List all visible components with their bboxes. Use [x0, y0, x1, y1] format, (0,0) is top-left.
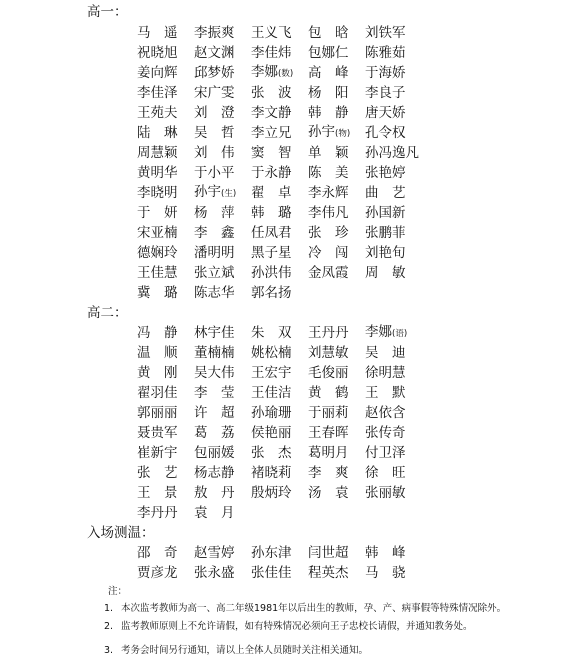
person-name: 李佳泽: [137, 85, 178, 101]
person-name: 任凤君: [251, 225, 292, 241]
person-name: 张立斌: [194, 265, 235, 281]
person-name: 侯艳丽: [251, 425, 292, 441]
name-row: [137, 563, 422, 583]
person-name: 周慧颖: [137, 145, 178, 161]
person-name: 李良子: [365, 85, 406, 101]
name-row: [137, 323, 422, 343]
person-name: 董楠楠: [194, 345, 235, 361]
person-name: 孔令权: [365, 125, 406, 141]
person-name: 朱 双: [251, 325, 292, 341]
person-name: 姚松楠: [251, 345, 292, 361]
person-name: 邱梦娇: [194, 65, 235, 81]
person-name: 孙东津: [251, 545, 292, 561]
person-name: 殷炳玲: [251, 485, 292, 501]
person-name: 李 爽: [308, 465, 349, 481]
person-name: 黄明华: [137, 165, 178, 181]
name-row: [137, 383, 422, 403]
person-name: 黑子星: [251, 245, 292, 261]
person-name: 周 敏: [365, 265, 406, 281]
person-name: 邵 奇: [137, 545, 178, 561]
person-name: 李伟凡: [308, 205, 349, 221]
person-name: 韩 峰: [365, 545, 406, 561]
person-name: 张鹏菲: [365, 225, 406, 241]
person-name: 翟 卓: [251, 185, 292, 201]
person-name: 于海娇: [365, 65, 406, 81]
person-name: 刘 伟: [194, 145, 235, 161]
person-name: 张永盛: [194, 565, 235, 581]
person-name: 袁 月: [194, 505, 235, 521]
person-name: 王 景: [137, 485, 178, 501]
person-name: 张艳婷: [365, 165, 406, 181]
person-name: 冷 闯: [308, 245, 349, 261]
person-name: 孙冯逸凡: [365, 145, 419, 161]
name-row: [137, 283, 422, 303]
person-name: 潘明明: [194, 245, 235, 261]
person-name: 李文静: [251, 105, 292, 121]
person-name: 黄 鹤: [308, 385, 349, 401]
person-name: 郭名扬: [251, 285, 292, 301]
person-name: 刘艳旬: [365, 245, 406, 261]
person-name: 陈雅茹: [365, 45, 406, 61]
person-name: 敖 丹: [194, 485, 235, 501]
person-name: 李 鑫: [194, 225, 235, 241]
person-name: 马 遥: [137, 25, 178, 41]
person-name: 郭丽丽: [137, 405, 178, 421]
person-name: 毛俊丽: [308, 365, 349, 381]
name-row: [137, 123, 422, 143]
person-name: 吴大伟: [194, 365, 235, 381]
person-name: 李振爽: [194, 25, 235, 41]
name-row: [137, 483, 422, 503]
person-name: 赵雪婷: [194, 545, 235, 561]
person-name: 韩 静: [308, 105, 349, 121]
temperature-check-names: [137, 543, 422, 583]
person-name: 褚晓莉: [251, 465, 292, 481]
person-name: 李 莹: [194, 385, 235, 401]
grade-two-names: [137, 323, 422, 523]
person-name: 王丹丹: [308, 325, 349, 341]
name-row: [137, 423, 422, 443]
person-name: 孙宇(生): [194, 184, 237, 200]
person-name: 聂贵军: [137, 425, 178, 441]
person-name: 单 颖: [308, 145, 349, 161]
person-name: 李立兄: [251, 125, 292, 141]
person-name: 王苑夫: [137, 105, 178, 121]
person-name: 刘 澄: [194, 105, 235, 121]
person-name: 孙国新: [365, 205, 406, 221]
person-name: 唐天娇: [365, 105, 406, 121]
person-name: 于小平: [194, 165, 235, 181]
name-row: [137, 63, 422, 83]
subject-marker: (生): [221, 189, 237, 199]
person-name: 张佳佳: [251, 565, 292, 581]
person-name: 杨志静: [194, 465, 235, 481]
person-name: 汤 袁: [308, 485, 349, 501]
name-row: [137, 463, 422, 483]
name-row: [137, 243, 422, 263]
person-name: 冀 璐: [137, 285, 178, 301]
person-name: 闫世超: [308, 545, 349, 561]
person-name: 贾彦龙: [137, 565, 178, 581]
person-name: 王佳慧: [137, 265, 178, 281]
name-row: [137, 343, 422, 363]
person-name: 祝晓旭: [137, 45, 178, 61]
name-row: [137, 143, 422, 163]
person-name: 张传奇: [365, 425, 406, 441]
person-name: 吴 迪: [365, 345, 406, 361]
person-name: 李永辉: [308, 185, 349, 201]
person-name: 孙瑜珊: [251, 405, 292, 421]
person-name: 李娜(数): [251, 64, 294, 80]
name-row: [137, 203, 422, 223]
name-row: [137, 103, 422, 123]
person-name: 王宏宇: [251, 365, 292, 381]
person-name: 黄 刚: [137, 365, 178, 381]
person-name: 宋亚楠: [137, 225, 178, 241]
name-row: [137, 183, 422, 203]
person-name: 窦 智: [251, 145, 292, 161]
name-row: [137, 223, 422, 243]
subject-marker: (语): [392, 329, 408, 339]
note-item: [104, 619, 544, 635]
person-name: 宋广雯: [194, 85, 235, 101]
person-name: 李佳炜: [251, 45, 292, 61]
name-row: [137, 443, 422, 463]
note-number: 1.: [104, 603, 114, 614]
person-name: 刘铁军: [365, 25, 406, 41]
person-name: 于丽莉: [308, 405, 349, 421]
person-name: 孙宇(物): [308, 124, 351, 140]
person-name: 冯 静: [137, 325, 178, 341]
person-name: 崔新宇: [137, 445, 178, 461]
person-name: 包 晗: [308, 25, 349, 41]
person-name: 张 杰: [251, 445, 292, 461]
person-name: 王义飞: [251, 25, 292, 41]
person-name: 杨 萍: [194, 205, 235, 221]
person-name: 赵文渊: [194, 45, 235, 61]
person-name: 德娴玲: [137, 245, 178, 261]
person-name: 许 超: [194, 405, 235, 421]
person-name: 程英杰: [308, 565, 349, 581]
section-label-temperature-check: 入场测温：: [87, 525, 155, 541]
person-name: 吴 哲: [194, 125, 235, 141]
person-name: 孙洪伟: [251, 265, 292, 281]
person-name: 徐明慧: [365, 365, 406, 381]
person-name: 张 艺: [137, 465, 178, 481]
person-name: 葛 荔: [194, 425, 235, 441]
person-name: 张 珍: [308, 225, 349, 241]
note-number: 2.: [104, 621, 114, 632]
note-text: 考务会时间另行通知，请以上全体人员随时关注相关通知。: [121, 645, 369, 656]
person-name: 刘慧敏: [308, 345, 349, 361]
person-name: 杨 阳: [308, 85, 349, 101]
person-name: 张丽敏: [365, 485, 406, 501]
person-name: 王春晖: [308, 425, 349, 441]
person-name: 于永静: [251, 165, 292, 181]
person-name: 赵依含: [365, 405, 406, 421]
person-name: 徐 旺: [365, 465, 406, 481]
person-name: 韩 璐: [251, 205, 292, 221]
name-row: [137, 163, 422, 183]
name-row: [137, 23, 422, 43]
name-row: [137, 403, 422, 423]
person-name: 王佳洁: [251, 385, 292, 401]
person-name: 金凤霞: [308, 265, 349, 281]
person-name: 陈志华: [194, 285, 235, 301]
name-row: [137, 83, 422, 103]
section-label-grade-two: 高二：: [87, 305, 128, 321]
note-item: [104, 643, 544, 659]
note-item: [104, 601, 544, 617]
person-name: 付卫泽: [365, 445, 406, 461]
person-name: 张 波: [251, 85, 292, 101]
name-row: [137, 543, 422, 563]
name-row: [137, 363, 422, 383]
name-row: [137, 263, 422, 283]
subject-marker: (数): [278, 69, 294, 79]
person-name: 林宇佳: [194, 325, 235, 341]
grade-one-names: [137, 23, 422, 303]
person-name: 李丹丹: [137, 505, 178, 521]
person-name: 陈 美: [308, 165, 349, 181]
person-name: 温 顺: [137, 345, 178, 361]
note-text: 监考教师原则上不允许请假，如有特殊情况必须向王子忠校长请假，并通知教务处。: [121, 621, 473, 632]
name-row: [137, 43, 422, 63]
subject-marker: (物): [335, 129, 351, 139]
person-name: 包娜仁: [308, 45, 349, 61]
person-name: 王 默: [365, 385, 406, 401]
section-label-grade-one: 高一：: [87, 4, 128, 20]
person-name: 高 峰: [308, 65, 349, 81]
person-name: 李晓明: [137, 185, 178, 201]
person-name: 姜向辉: [137, 65, 178, 81]
person-name: 包丽媛: [194, 445, 235, 461]
name-row: [137, 503, 422, 523]
person-name: 葛明月: [308, 445, 349, 461]
notes-title: 注：: [108, 586, 128, 597]
person-name: 于 妍: [137, 205, 178, 221]
person-name: 马 骁: [365, 565, 406, 581]
person-name: 曲 艺: [365, 185, 406, 201]
person-name: 翟羽佳: [137, 385, 178, 401]
note-text: 本次监考教师为高一、高二年级1981年以后出生的教师，孕、产、病事假等特殊情况除外。: [121, 603, 507, 614]
note-number: 3.: [104, 645, 114, 656]
person-name: 李娜(语): [365, 324, 408, 340]
notes-list: [104, 601, 544, 659]
person-name: 陆 琳: [137, 125, 178, 141]
